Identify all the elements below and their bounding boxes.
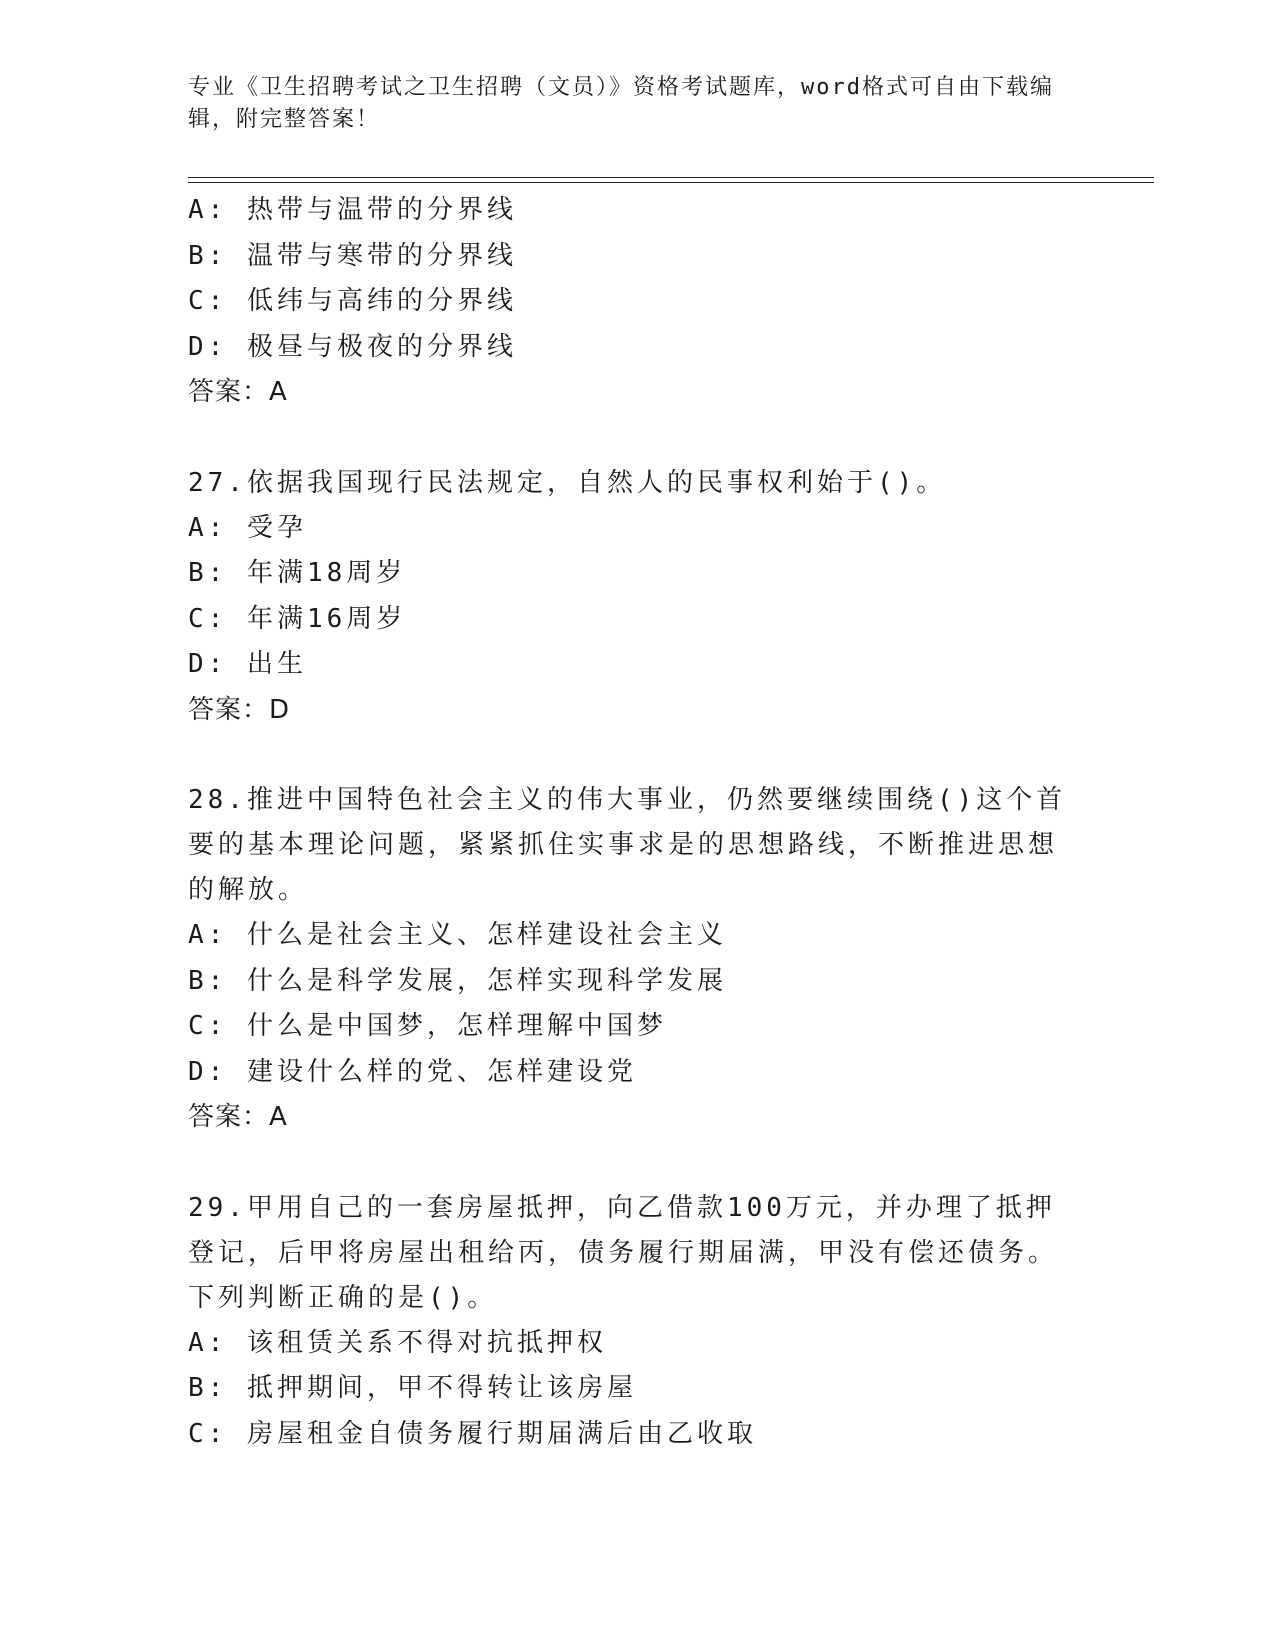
option-a: A: 什么是社会主义、怎样建设社会主义 [188,920,727,950]
option-c: C: 年满16周岁 [188,603,407,634]
question-text: 29.甲用自己的一套房屋抵押，向乙借款100万元，并办理了抵押登记，后甲将房屋出租给丙，债务履行期届满，甲没有偿还债务。下列判断正确的是()。 [188,1192,1059,1313]
spacer [188,416,1088,461]
option-d: D: 建设什么样的党、怎样建设党 [188,1056,637,1087]
option-a: A: 该租赁关系不得对抗抵押权 [188,1327,607,1358]
option-a: A: 热带与温带的分界线 [188,195,517,225]
option-d: D: 极昼与极夜的分界线 [188,331,517,362]
option-b: B: 年满18周岁 [188,558,407,588]
spacer [188,733,1088,778]
question-28 [188,778,1088,1141]
option-b: B: 温带与寒带的分界线 [188,240,517,271]
question-26 [188,188,1088,416]
question-list [188,188,1088,1457]
question-text: 27.依据我国现行民法规定，自然人的民事权利始于()。 [188,467,947,498]
option-d: D: 出生 [188,649,307,679]
option-c: C: 什么是中国梦，怎样理解中国梦 [188,1011,667,1041]
question-text: 28.推进中国特色社会主义的伟大事业，仍然要继续围绕()这个首要的基本理论问题，紧紧抓住实事求是的思想路线，不断推进思想的解放。 [188,785,1067,905]
question-27 [188,461,1088,734]
option-c: C: 房屋租金自债务履行期届满后由乙收取 [188,1418,757,1449]
answer: 答案：A [188,1102,288,1132]
option-a: A: 受孕 [188,512,307,543]
answer: 答案：D [188,694,291,725]
spacer [188,1141,1088,1186]
document-intro: 专业《卫生招聘考试之卫生招聘（文员）》资格考试题库，word格式可自由下载编辑，附完整答案！ [188,75,1054,132]
option-b: B: 什么是科学发展，怎样实现科学发展 [188,965,727,996]
header-divider-top [188,177,1154,178]
answer: 答案：A [188,377,288,407]
question-29 [188,1186,1088,1458]
header-divider-bottom [188,182,1154,183]
option-c: C: 低纬与高纬的分界线 [188,286,517,316]
option-b: B: 抵押期间，甲不得转让该房屋 [188,1373,637,1403]
